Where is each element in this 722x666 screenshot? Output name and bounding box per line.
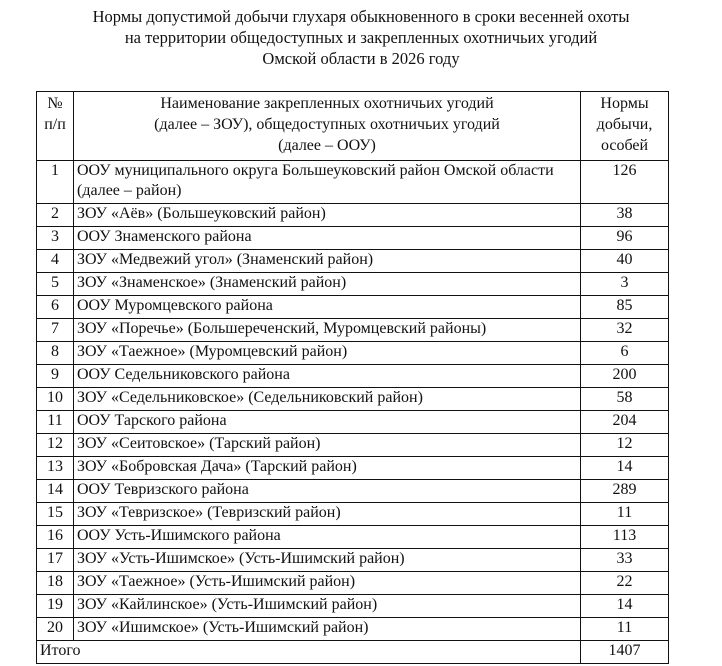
row-number: 1 xyxy=(37,161,74,204)
table-row xyxy=(37,319,669,342)
row-norm: 113 xyxy=(581,526,669,549)
row-name: ООУ Седельниковского района xyxy=(74,365,581,388)
table-row xyxy=(37,503,669,526)
row-norm: 96 xyxy=(581,227,669,250)
table-row xyxy=(37,204,669,227)
row-number: 19 xyxy=(37,595,74,618)
row-name: ООУ Тарского района xyxy=(74,411,581,434)
row-norm: 33 xyxy=(581,549,669,572)
row-norm: 58 xyxy=(581,388,669,411)
row-name: ЗОУ «Бобровская Дача» (Тарский район) xyxy=(74,457,581,480)
table-row xyxy=(37,457,669,480)
table-row xyxy=(37,595,669,618)
table-row xyxy=(37,273,669,296)
table-body xyxy=(37,161,669,641)
table-row xyxy=(37,549,669,572)
row-name: ЗОУ «Таежное» (Муромцевский район) xyxy=(74,342,581,365)
table-row xyxy=(37,161,669,204)
row-norm: 11 xyxy=(581,503,669,526)
row-name: ООУ Муромцевского района xyxy=(74,296,581,319)
row-name: ООУ Знаменского района xyxy=(74,227,581,250)
row-name: ЗОУ «Медвежий угол» (Знаменский район) xyxy=(74,250,581,273)
total-row xyxy=(37,641,669,664)
row-norm: 40 xyxy=(581,250,669,273)
row-name: ООУ муниципального округа Большеуковский район Омской области (далее – район) xyxy=(74,161,581,204)
row-norm: 32 xyxy=(581,319,669,342)
hunting-norms-table xyxy=(36,91,669,664)
row-name: ООУ Усть-Ишимского района xyxy=(74,526,581,549)
header-name: Наименование закрепленных охотничьих угодий (далее – ЗОУ), общедоступных охотничьих угодий (далее – ООУ) xyxy=(74,92,581,161)
title-line: Нормы допустимой добычи глухаря обыкновенного в сроки весенней охоты xyxy=(92,7,630,26)
table-row xyxy=(37,342,669,365)
row-norm: 289 xyxy=(581,480,669,503)
row-name: ЗОУ «Тевризское» (Тевризский район) xyxy=(74,503,581,526)
row-number: 8 xyxy=(37,342,74,365)
row-number: 4 xyxy=(37,250,74,273)
document-title xyxy=(0,6,722,69)
row-number: 13 xyxy=(37,457,74,480)
table-row xyxy=(37,365,669,388)
table-row xyxy=(37,411,669,434)
title-line: на территории общедоступных и закрепленных охотничьих угодий xyxy=(124,28,598,47)
table-row xyxy=(37,296,669,319)
row-norm: 12 xyxy=(581,434,669,457)
title-line: Омской области в 2026 году xyxy=(262,49,460,68)
row-norm: 6 xyxy=(581,342,669,365)
table-row xyxy=(37,250,669,273)
row-norm: 200 xyxy=(581,365,669,388)
row-number: 14 xyxy=(37,480,74,503)
table-row xyxy=(37,480,669,503)
row-number: 2 xyxy=(37,204,74,227)
row-number: 10 xyxy=(37,388,74,411)
row-norm: 14 xyxy=(581,595,669,618)
row-number: 9 xyxy=(37,365,74,388)
row-number: 16 xyxy=(37,526,74,549)
row-number: 6 xyxy=(37,296,74,319)
row-name: ЗОУ «Усть-Ишимское» (Усть-Ишимский район) xyxy=(74,549,581,572)
row-norm: 85 xyxy=(581,296,669,319)
row-norm: 38 xyxy=(581,204,669,227)
header-norm: Нормы добычи, особей xyxy=(581,92,669,161)
row-name: ЗОУ «Аёв» (Большеуковский район) xyxy=(74,204,581,227)
row-name: ЗОУ «Седельниковское» (Седельниковский район) xyxy=(74,388,581,411)
row-norm: 14 xyxy=(581,457,669,480)
row-number: 17 xyxy=(37,549,74,572)
row-name: ЗОУ «Поречье» (Большереченский, Муромцевский районы) xyxy=(74,319,581,342)
row-number: 12 xyxy=(37,434,74,457)
row-name: ЗОУ «Знаменское» (Знаменский район) xyxy=(74,273,581,296)
row-norm: 11 xyxy=(581,618,669,641)
row-number: 5 xyxy=(37,273,74,296)
row-norm: 126 xyxy=(581,161,669,204)
row-name: ЗОУ «Кайлинское» (Усть-Ишимский район) xyxy=(74,595,581,618)
table-row xyxy=(37,434,669,457)
row-number: 18 xyxy=(37,572,74,595)
row-number: 7 xyxy=(37,319,74,342)
row-number: 15 xyxy=(37,503,74,526)
total-value: 1407 xyxy=(581,641,669,664)
row-name: ЗОУ «Ишимское» (Усть-Ишимский район) xyxy=(74,618,581,641)
table-row xyxy=(37,227,669,250)
table-row xyxy=(37,572,669,595)
row-norm: 204 xyxy=(581,411,669,434)
row-number: 11 xyxy=(37,411,74,434)
row-name: ЗОУ «Сеитовское» (Тарский район) xyxy=(74,434,581,457)
table-row xyxy=(37,618,669,641)
table-header-row xyxy=(37,92,669,161)
row-norm: 3 xyxy=(581,273,669,296)
row-norm: 22 xyxy=(581,572,669,595)
row-number: 3 xyxy=(37,227,74,250)
table-row xyxy=(37,388,669,411)
header-num: № п/п xyxy=(37,92,74,161)
row-number: 20 xyxy=(37,618,74,641)
row-name: ЗОУ «Таежное» (Усть-Ишимский район) xyxy=(74,572,581,595)
row-name: ООУ Тевризского района xyxy=(74,480,581,503)
total-label: Итого xyxy=(37,641,581,664)
table-row xyxy=(37,526,669,549)
